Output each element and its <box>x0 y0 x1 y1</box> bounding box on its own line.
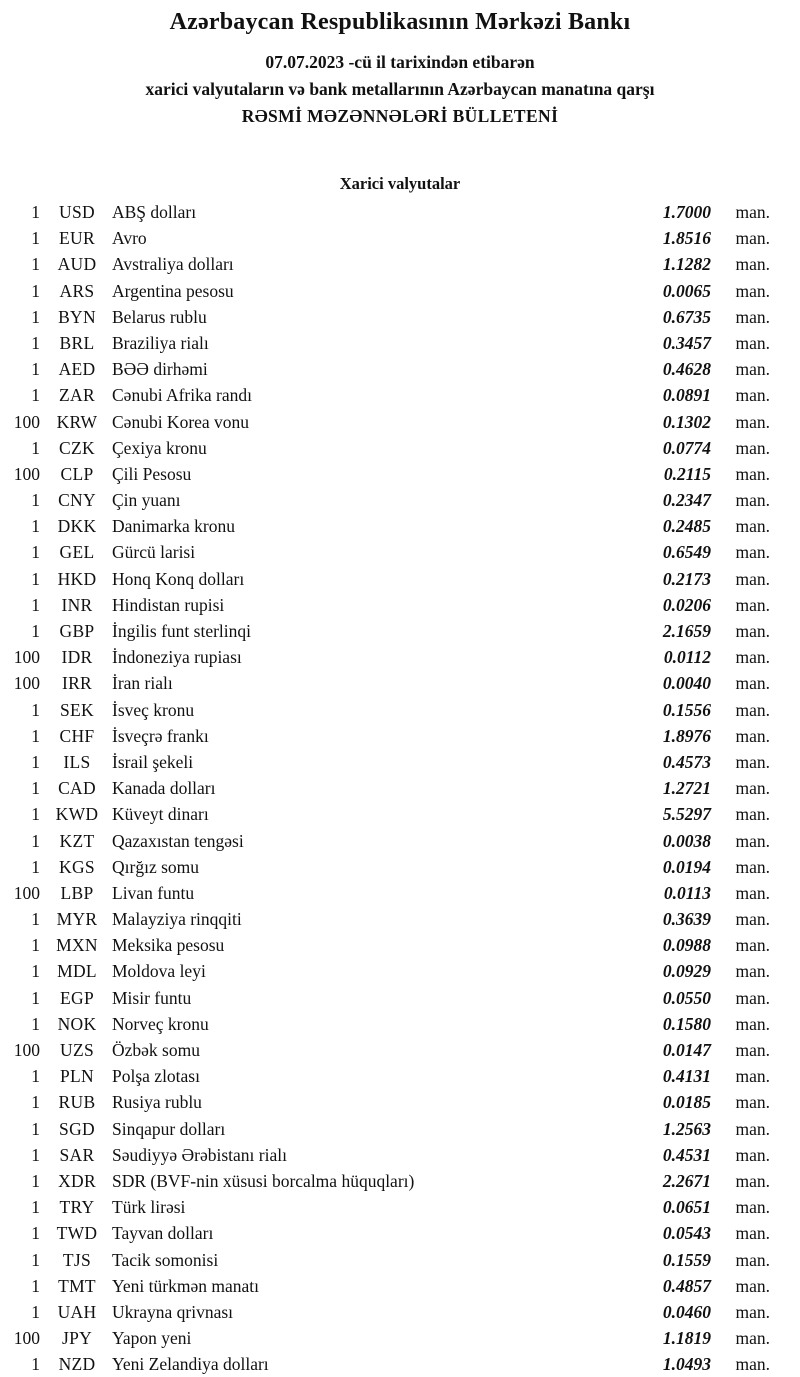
currency-quantity: 100 <box>13 411 40 432</box>
currency-quantity: 1 <box>31 1301 40 1322</box>
currency-unit: man. <box>735 751 770 772</box>
currency-code: NOK <box>57 1013 97 1034</box>
currency-unit: man. <box>735 856 770 877</box>
currency-quantity: 1 <box>31 1066 40 1087</box>
currency-quantity: 1 <box>31 332 40 353</box>
currency-quantity: 1 <box>31 568 40 589</box>
currency-rate: 0.6735 <box>662 306 711 327</box>
table-row <box>0 1171 800 1197</box>
currency-quantity: 100 <box>13 1328 40 1349</box>
currency-quantity: 1 <box>31 987 40 1008</box>
currency-code: CZK <box>59 437 95 458</box>
document-header <box>0 0 800 130</box>
currency-unit: man. <box>735 725 770 746</box>
currency-rate: 0.2347 <box>662 490 711 511</box>
currency-code: INR <box>61 594 93 615</box>
currency-name: Qazaxıstan tengəsi <box>112 830 244 851</box>
currency-rate: 0.3639 <box>662 909 711 930</box>
bulletin-title: RƏSMİ MƏZƏNNƏLƏRİ BÜLLETENİ <box>241 106 559 126</box>
table-row <box>0 1197 800 1223</box>
table-row <box>0 700 800 726</box>
currency-code: JPY <box>61 1328 93 1349</box>
currency-rate: 0.4857 <box>662 1275 711 1296</box>
currency-unit: man. <box>735 1040 770 1060</box>
currency-rate: 0.0040 <box>662 673 711 694</box>
currency-code: KZT <box>59 830 95 851</box>
section-title-foreign-currencies: Xarici valyutalar <box>339 174 461 193</box>
currency-name: Sinqapur dolları <box>112 1118 226 1139</box>
currency-name: Gürcü larisi <box>112 542 196 563</box>
table-row <box>0 831 800 857</box>
currency-quantity: 1 <box>31 594 40 615</box>
currency-rate: 1.2721 <box>662 778 711 799</box>
currency-unit: man. <box>735 594 770 615</box>
currency-unit: man. <box>735 1354 770 1375</box>
currency-rate: 1.1819 <box>662 1328 711 1349</box>
currency-unit: man. <box>735 1249 770 1270</box>
table-row <box>0 1014 800 1040</box>
currency-quantity: 100 <box>13 882 40 903</box>
currency-code: GBP <box>59 621 95 641</box>
currency-code: CAD <box>58 778 96 799</box>
table-row <box>0 490 800 516</box>
currency-name: Türk lirəsi <box>112 1197 186 1218</box>
table-row <box>0 1066 800 1092</box>
currency-rate: 0.1559 <box>662 1249 711 1270</box>
currency-code: AUD <box>57 254 97 275</box>
table-row <box>0 516 800 542</box>
currency-name: ABŞ dolları <box>112 202 197 222</box>
currency-unit: man. <box>735 411 770 432</box>
currency-quantity: 1 <box>31 516 40 537</box>
currency-name: İngilis funt sterlinqi <box>112 621 252 641</box>
currency-unit: man. <box>735 1013 770 1034</box>
currency-name: Meksika pesosu <box>112 935 225 956</box>
currency-unit: man. <box>735 280 770 301</box>
currency-name: Braziliya rialı <box>112 332 209 353</box>
currency-unit: man. <box>735 1275 770 1296</box>
currency-quantity: 1 <box>31 1354 40 1375</box>
currency-code: IRR <box>61 673 93 694</box>
currency-name: Avro <box>112 228 147 249</box>
currency-rate: 0.6549 <box>662 542 711 563</box>
table-row <box>0 726 800 752</box>
currency-unit: man. <box>735 385 770 406</box>
currency-name: Yeni türkmən manatı <box>112 1275 259 1296</box>
currency-quantity: 1 <box>31 909 40 930</box>
table-row <box>0 1040 800 1066</box>
currency-unit: man. <box>735 804 770 825</box>
currency-rate: 0.2485 <box>662 516 711 537</box>
currency-code: MXN <box>56 935 98 956</box>
currency-name: Polşa zlotası <box>112 1066 200 1087</box>
currency-quantity: 1 <box>31 1275 40 1296</box>
currency-rate: 2.1659 <box>662 621 711 641</box>
currency-name: İran rialı <box>112 673 173 694</box>
currency-rate: 0.0147 <box>662 1040 711 1060</box>
currency-name: Özbək somu <box>112 1040 200 1060</box>
currency-code: CNY <box>58 490 96 511</box>
table-row <box>0 464 800 490</box>
currency-code: ILS <box>63 751 91 772</box>
table-row <box>0 621 800 647</box>
currency-unit: man. <box>735 332 770 353</box>
currency-quantity: 1 <box>31 1249 40 1270</box>
currency-rate: 0.3457 <box>662 332 711 353</box>
currency-name: Yapon yeni <box>112 1328 192 1349</box>
table-row <box>0 307 800 333</box>
currency-unit: man. <box>735 568 770 589</box>
currency-rate: 0.0550 <box>662 987 711 1008</box>
currency-unit: man. <box>735 490 770 511</box>
currency-rate: 1.2563 <box>662 1118 711 1139</box>
currency-quantity: 100 <box>13 673 40 694</box>
currency-quantity: 1 <box>31 725 40 746</box>
currency-name: İsveç kronu <box>112 699 195 720</box>
currency-rate: 0.0774 <box>662 437 711 458</box>
currency-quantity: 1 <box>31 280 40 301</box>
currency-name: İsrail şekeli <box>112 751 194 772</box>
currency-unit: man. <box>735 1118 770 1139</box>
currency-unit: man. <box>735 1301 770 1322</box>
currency-name: Səudiyyə Ərəbistanı rialı <box>112 1144 287 1165</box>
currency-quantity: 1 <box>31 1013 40 1034</box>
currency-unit: man. <box>735 542 770 563</box>
currency-unit: man. <box>735 463 770 484</box>
currency-name: Rusiya rublu <box>112 1092 202 1113</box>
currency-rate: 0.0113 <box>663 882 711 903</box>
currency-code: KRW <box>56 411 98 432</box>
currency-rate: 1.0493 <box>662 1354 711 1375</box>
bank-name-title: Azərbaycan Respublikasının Mərkəzi Bankı <box>169 9 631 35</box>
currency-code: IDR <box>61 647 93 668</box>
table-row <box>0 804 800 830</box>
currency-rate: 0.2173 <box>662 568 711 589</box>
currency-rate: 5.5297 <box>662 804 711 825</box>
table-row <box>0 595 800 621</box>
table-row <box>0 359 800 385</box>
currency-quantity: 1 <box>31 751 40 772</box>
currency-code: USD <box>59 202 95 222</box>
currency-code: TRY <box>59 1197 95 1218</box>
currency-unit: man. <box>735 1328 770 1349</box>
currency-code: HKD <box>57 568 97 589</box>
currency-name: Livan funtu <box>112 882 195 903</box>
currency-quantity: 1 <box>31 961 40 982</box>
currency-rate: 0.1580 <box>662 1013 711 1034</box>
currency-unit: man. <box>735 202 770 222</box>
currency-name: Ukrayna qrivnası <box>112 1301 234 1322</box>
currency-unit: man. <box>735 228 770 249</box>
currency-quantity: 1 <box>31 437 40 458</box>
currency-code: SAR <box>59 1144 95 1165</box>
currency-rate: 1.8516 <box>662 228 711 249</box>
currency-code: GEL <box>59 542 95 563</box>
currency-quantity: 1 <box>31 202 40 222</box>
table-row <box>0 1328 800 1354</box>
currency-quantity: 1 <box>31 1092 40 1113</box>
currency-rate: 0.0038 <box>662 830 711 851</box>
currency-code: LBP <box>60 882 94 903</box>
currency-quantity: 1 <box>31 1144 40 1165</box>
currency-code: MDL <box>57 961 97 982</box>
currency-name: Tayvan dolları <box>112 1223 214 1244</box>
currency-unit: man. <box>735 909 770 930</box>
table-row <box>0 281 800 307</box>
currency-unit: man. <box>735 935 770 956</box>
currency-rate: 0.4628 <box>662 359 711 380</box>
currency-rate: 0.0112 <box>663 647 711 668</box>
currency-unit: man. <box>735 516 770 537</box>
table-row <box>0 1276 800 1302</box>
currency-quantity: 1 <box>31 1118 40 1139</box>
currency-code: ZAR <box>59 385 95 406</box>
currency-rate: 0.4573 <box>662 751 711 772</box>
currency-rate: 1.1282 <box>662 254 711 275</box>
currency-quantity: 1 <box>31 490 40 511</box>
currency-code: TWD <box>56 1223 98 1244</box>
currency-unit: man. <box>735 778 770 799</box>
currency-quantity: 1 <box>31 1170 40 1191</box>
currency-quantity: 1 <box>31 1223 40 1244</box>
currency-rate: 0.0185 <box>662 1092 711 1113</box>
currency-name: İndoneziya rupiası <box>112 647 242 668</box>
currency-name: Küveyt dinarı <box>112 804 209 825</box>
currency-quantity: 100 <box>13 647 40 668</box>
currency-unit: man. <box>735 1197 770 1218</box>
currency-name: BƏƏ dirhəmi <box>112 359 208 380</box>
currency-unit: man. <box>735 1092 770 1113</box>
currency-code: CLP <box>60 463 94 484</box>
currency-code: SEK <box>60 699 94 720</box>
table-row <box>0 254 800 280</box>
table-row <box>0 857 800 883</box>
currency-rate: 2.2671 <box>662 1170 711 1191</box>
currency-quantity: 1 <box>31 778 40 799</box>
currency-unit: man. <box>735 1170 770 1191</box>
currency-name: Argentina pesosu <box>112 280 234 301</box>
currency-code: BRL <box>59 332 95 353</box>
currency-code: DKK <box>57 516 97 537</box>
table-row <box>0 1250 800 1276</box>
currency-quantity: 1 <box>31 856 40 877</box>
currency-rate: 0.0460 <box>662 1301 711 1322</box>
currency-rate: 0.1302 <box>662 411 711 432</box>
currency-rate: 1.8976 <box>662 725 711 746</box>
currency-rate: 0.0988 <box>662 935 711 956</box>
currency-unit: man. <box>735 987 770 1008</box>
currency-unit: man. <box>735 673 770 694</box>
currency-rate: 1.7000 <box>662 202 711 222</box>
table-row <box>0 1223 800 1249</box>
currency-name: Hindistan rupisi <box>112 594 225 615</box>
table-row <box>0 778 800 804</box>
table-row <box>0 909 800 935</box>
currency-code: MYR <box>56 909 98 930</box>
currency-name: Honq Konq dolları <box>112 568 245 589</box>
currency-name: Tacik somonisi <box>112 1249 219 1270</box>
currency-quantity: 1 <box>31 359 40 380</box>
currency-code: TMT <box>58 1275 96 1296</box>
table-row <box>0 569 800 595</box>
currency-code: BYN <box>58 306 96 327</box>
currency-name: Kanada dolları <box>112 778 216 799</box>
currency-quantity: 1 <box>31 254 40 275</box>
currency-quantity: 1 <box>31 830 40 851</box>
currency-unit: man. <box>735 1223 770 1244</box>
currency-quantity: 100 <box>13 1040 40 1060</box>
table-row <box>0 1092 800 1118</box>
table-row <box>0 935 800 961</box>
currency-name: Yeni Zelandiya dolları <box>112 1354 269 1375</box>
currency-code: EGP <box>60 987 94 1008</box>
currency-quantity: 1 <box>31 306 40 327</box>
currency-unit: man. <box>735 961 770 982</box>
currency-unit: man. <box>735 437 770 458</box>
currency-quantity: 1 <box>31 699 40 720</box>
currency-code: NZD <box>58 1354 96 1375</box>
currency-quantity: 1 <box>31 385 40 406</box>
table-row <box>0 1354 800 1377</box>
table-row <box>0 438 800 464</box>
currency-rate: 0.0891 <box>662 385 711 406</box>
currency-name: Belarus rublu <box>112 306 207 327</box>
currency-quantity: 1 <box>31 228 40 249</box>
currency-rate: 0.0065 <box>662 280 711 301</box>
table-row <box>0 333 800 359</box>
table-row <box>0 1302 800 1328</box>
currency-unit: man. <box>735 306 770 327</box>
table-row <box>0 542 800 568</box>
currency-name: Norveç kronu <box>112 1013 209 1034</box>
table-row <box>0 412 800 438</box>
currency-name: Malayziya rinqqiti <box>112 909 242 930</box>
currency-rate: 0.0929 <box>662 961 711 982</box>
currency-code: PLN <box>60 1066 94 1087</box>
table-row <box>0 673 800 699</box>
currency-code: CHF <box>59 725 95 746</box>
effective-date-line: 07.07.2023 -cü il tarixindən etibarən <box>265 52 535 72</box>
currency-code: XDR <box>58 1170 96 1191</box>
currency-rate: 0.4531 <box>662 1144 711 1165</box>
currency-unit: man. <box>735 254 770 275</box>
exchange-rates-table <box>0 202 800 1377</box>
currency-name: Danimarka kronu <box>112 516 235 537</box>
currency-code: UAH <box>57 1301 97 1322</box>
currency-code: SGD <box>59 1118 95 1139</box>
currency-name: Çexiya kronu <box>112 437 207 458</box>
currency-name: Qırğız somu <box>112 856 200 877</box>
currency-unit: man. <box>735 830 770 851</box>
currency-code: EUR <box>59 228 95 249</box>
currency-name: Çin yuanı <box>112 490 181 511</box>
table-row <box>0 752 800 778</box>
currency-name: Moldova leyi <box>112 961 206 982</box>
currency-rate: 0.0194 <box>662 856 711 877</box>
table-row <box>0 988 800 1014</box>
table-row <box>0 202 800 228</box>
currency-code: RUB <box>58 1092 96 1113</box>
subtitle-line: xarici valyutaların və bank metallarının Azərbaycan manatına qarşı <box>145 79 655 99</box>
currency-name: İsveçrə frankı <box>112 725 209 746</box>
table-row <box>0 228 800 254</box>
currency-quantity: 1 <box>31 804 40 825</box>
currency-code: ARS <box>59 280 95 301</box>
currency-code: UZS <box>60 1040 94 1060</box>
table-row <box>0 961 800 987</box>
currency-name: Misir funtu <box>112 987 192 1008</box>
currency-rate: 0.0543 <box>662 1223 711 1244</box>
currency-rate: 0.0651 <box>662 1197 711 1218</box>
currency-code: KWD <box>55 804 99 825</box>
currency-quantity: 1 <box>31 621 40 641</box>
currency-rate: 0.0206 <box>662 594 711 615</box>
table-row <box>0 883 800 909</box>
currency-quantity: 1 <box>31 935 40 956</box>
currency-quantity: 1 <box>31 1197 40 1218</box>
currency-rate: 0.2115 <box>663 463 711 484</box>
currency-unit: man. <box>735 647 770 668</box>
table-row <box>0 1119 800 1145</box>
currency-unit: man. <box>735 882 770 903</box>
currency-name: Çili Pesosu <box>112 463 192 484</box>
currency-unit: man. <box>735 699 770 720</box>
currency-rate: 0.1556 <box>662 699 711 720</box>
currency-unit: man. <box>735 1144 770 1165</box>
currency-quantity: 1 <box>31 542 40 563</box>
currency-name: Cənubi Afrika randı <box>112 385 252 406</box>
table-row <box>0 385 800 411</box>
currency-name: Cənubi Korea vonu <box>112 411 250 432</box>
currency-quantity: 100 <box>13 463 40 484</box>
currency-name: SDR (BVF-nin xüsusi borcalma hüquqları) <box>112 1170 415 1191</box>
currency-unit: man. <box>735 621 770 641</box>
currency-name: Avstraliya dolları <box>112 254 234 275</box>
currency-code: KGS <box>59 856 95 877</box>
currency-unit: man. <box>735 359 770 380</box>
table-row <box>0 647 800 673</box>
currency-unit: man. <box>735 1066 770 1087</box>
currency-code: AED <box>58 359 96 380</box>
currency-code: TJS <box>62 1249 92 1270</box>
currency-rate: 0.4131 <box>662 1066 711 1087</box>
table-row <box>0 1145 800 1171</box>
